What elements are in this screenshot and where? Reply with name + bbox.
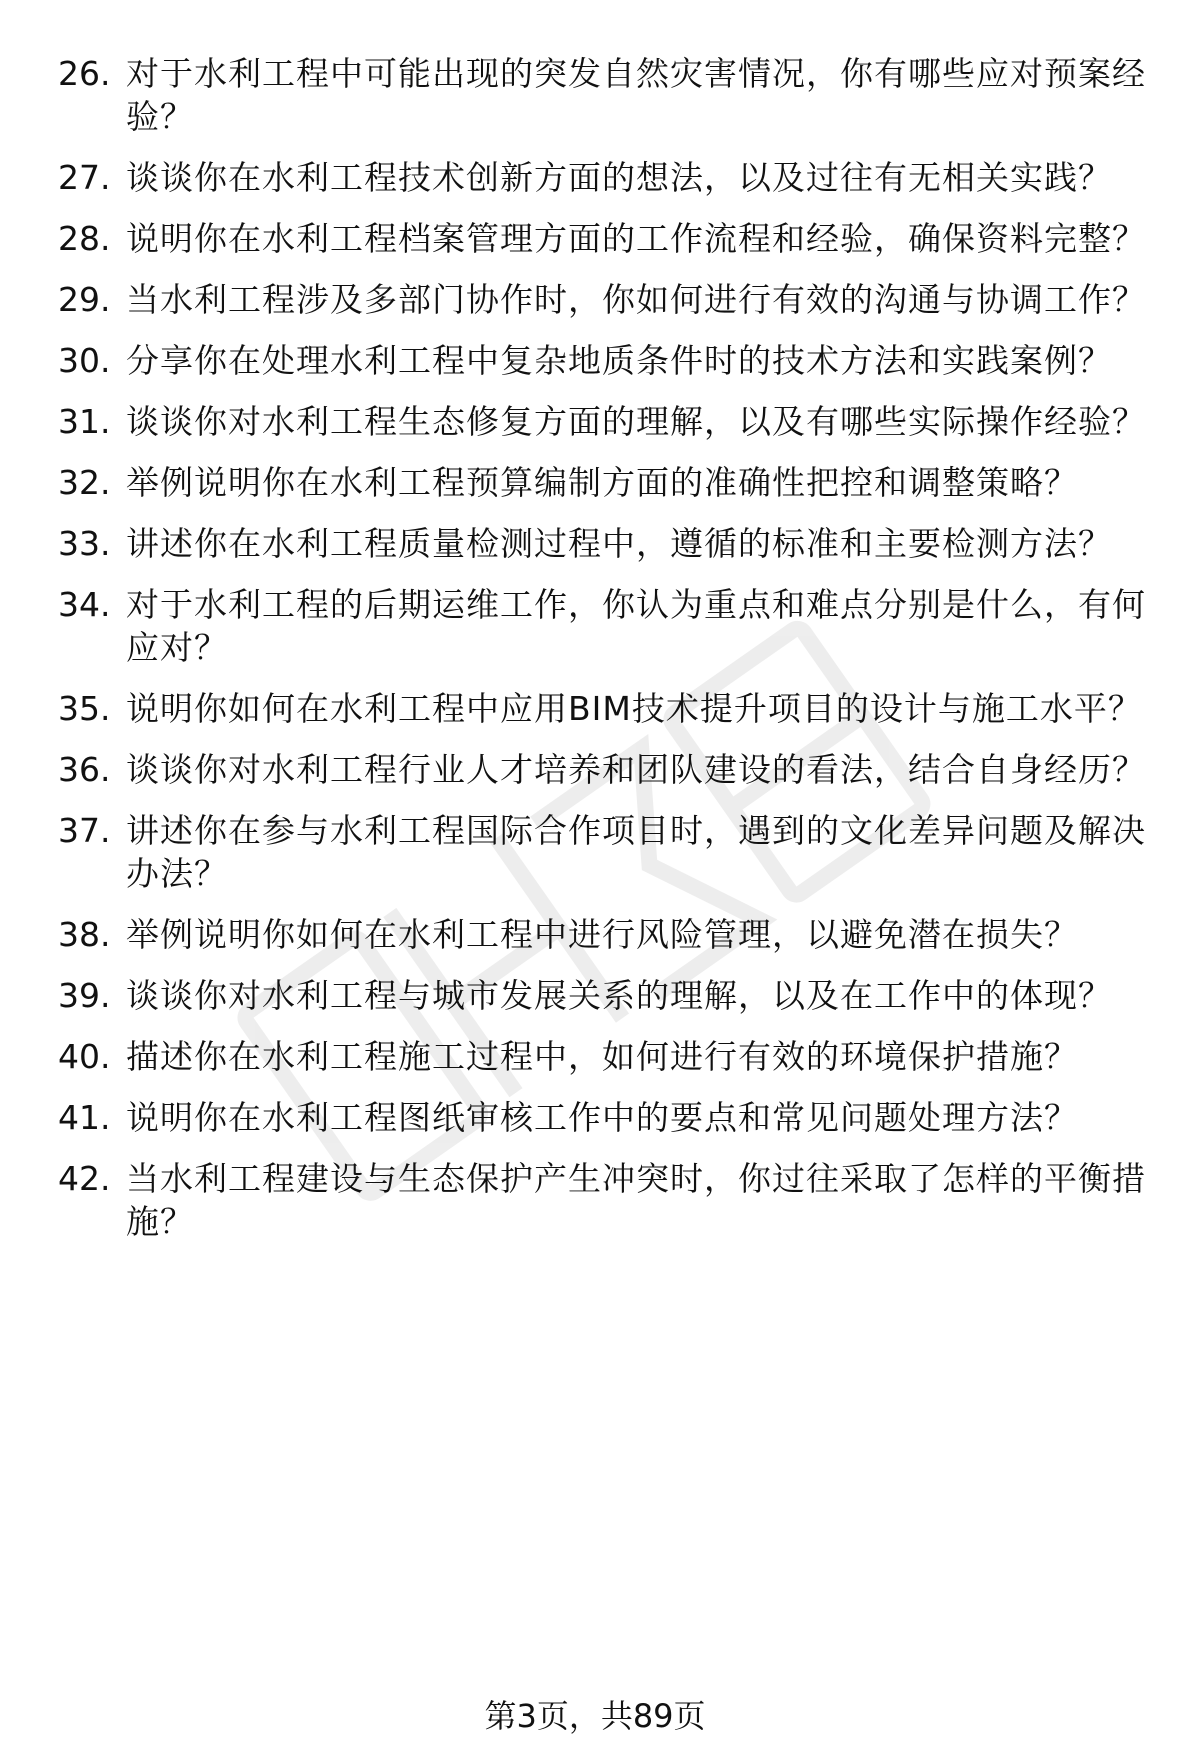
question-item-27 bbox=[58, 156, 1148, 199]
question-text: 当水利工程涉及多部门协作时，你如何进行有效的沟通与协调工作？ bbox=[126, 280, 1146, 319]
question-text: 谈谈你在水利工程技术创新方面的想法，以及过往有无相关实践？ bbox=[126, 158, 1112, 197]
question-number: 26. bbox=[58, 54, 111, 93]
question-number: 39. bbox=[58, 976, 111, 1015]
question-item-39 bbox=[58, 974, 1148, 1017]
question-text: 谈谈你对水利工程生态修复方面的理解，以及有哪些实际操作经验？ bbox=[126, 402, 1146, 441]
question-text: 谈谈你对水利工程行业人才培养和团队建设的看法，结合自身经历？ bbox=[126, 750, 1146, 789]
question-number: 40. bbox=[58, 1037, 111, 1076]
question-number: 36. bbox=[58, 750, 111, 789]
question-text: 说明你在水利工程档案管理方面的工作流程和经验，确保资料完整？ bbox=[126, 219, 1146, 258]
question-list bbox=[58, 52, 1148, 1261]
page-footer bbox=[0, 1696, 1190, 1736]
question-number: 42. bbox=[58, 1159, 111, 1198]
question-item-37 bbox=[58, 809, 1148, 895]
question-number: 37. bbox=[58, 811, 111, 850]
question-item-33 bbox=[58, 522, 1148, 565]
question-number: 27. bbox=[58, 158, 111, 197]
question-text: 分享你在处理水利工程中复杂地质条件时的技术方法和实践案例？ bbox=[126, 341, 1112, 380]
question-item-28 bbox=[58, 217, 1148, 260]
question-text: 讲述你在参与水利工程国际合作项目时，遇到的文化差异问题及解决办法？ bbox=[126, 811, 1146, 893]
question-number: 32. bbox=[58, 463, 111, 502]
question-number: 34. bbox=[58, 585, 111, 624]
question-item-32 bbox=[58, 461, 1148, 504]
question-number: 41. bbox=[58, 1098, 111, 1137]
question-text: 描述你在水利工程施工过程中，如何进行有效的环境保护措施？ bbox=[126, 1037, 1078, 1076]
question-number: 30. bbox=[58, 341, 111, 380]
question-text: 谈谈你对水利工程与城市发展关系的理解，以及在工作中的体现？ bbox=[126, 976, 1112, 1015]
question-item-36 bbox=[58, 748, 1148, 791]
question-item-30 bbox=[58, 339, 1148, 382]
question-item-26 bbox=[58, 52, 1148, 138]
question-item-41 bbox=[58, 1096, 1148, 1139]
question-item-40 bbox=[58, 1035, 1148, 1078]
question-text: 对于水利工程中可能出现的突发自然灾害情况，你有哪些应对预案经验？ bbox=[126, 54, 1146, 136]
question-number: 35. bbox=[58, 689, 111, 728]
question-number: 28. bbox=[58, 219, 111, 258]
question-text: 说明你在水利工程图纸审核工作中的要点和常见问题处理方法？ bbox=[126, 1098, 1078, 1137]
question-item-42 bbox=[58, 1157, 1148, 1243]
question-text: 对于水利工程的后期运维工作，你认为重点和难点分别是什么，有何应对？ bbox=[126, 585, 1146, 667]
question-number: 38. bbox=[58, 915, 111, 954]
question-text: 举例说明你如何在水利工程中进行风险管理，以避免潜在损失？ bbox=[126, 915, 1078, 954]
question-text: 说明你如何在水利工程中应用BIM技术提升项目的设计与施工水平？ bbox=[126, 689, 1142, 728]
page-number-label: 第3页，共89页 bbox=[484, 1697, 706, 1735]
question-item-31 bbox=[58, 400, 1148, 443]
question-text: 举例说明你在水利工程预算编制方面的准确性把控和调整策略？ bbox=[126, 463, 1078, 502]
question-item-35 bbox=[58, 687, 1148, 730]
question-item-38 bbox=[58, 913, 1148, 956]
question-number: 33. bbox=[58, 524, 111, 563]
question-item-34 bbox=[58, 583, 1148, 669]
question-number: 31. bbox=[58, 402, 111, 441]
question-text: 当水利工程建设与生态保护产生冲突时，你过往采取了怎样的平衡措施？ bbox=[126, 1159, 1146, 1241]
question-number: 29. bbox=[58, 280, 111, 319]
question-text: 讲述你在水利工程质量检测过程中，遵循的标准和主要检测方法？ bbox=[126, 524, 1112, 563]
question-item-29 bbox=[58, 278, 1148, 321]
